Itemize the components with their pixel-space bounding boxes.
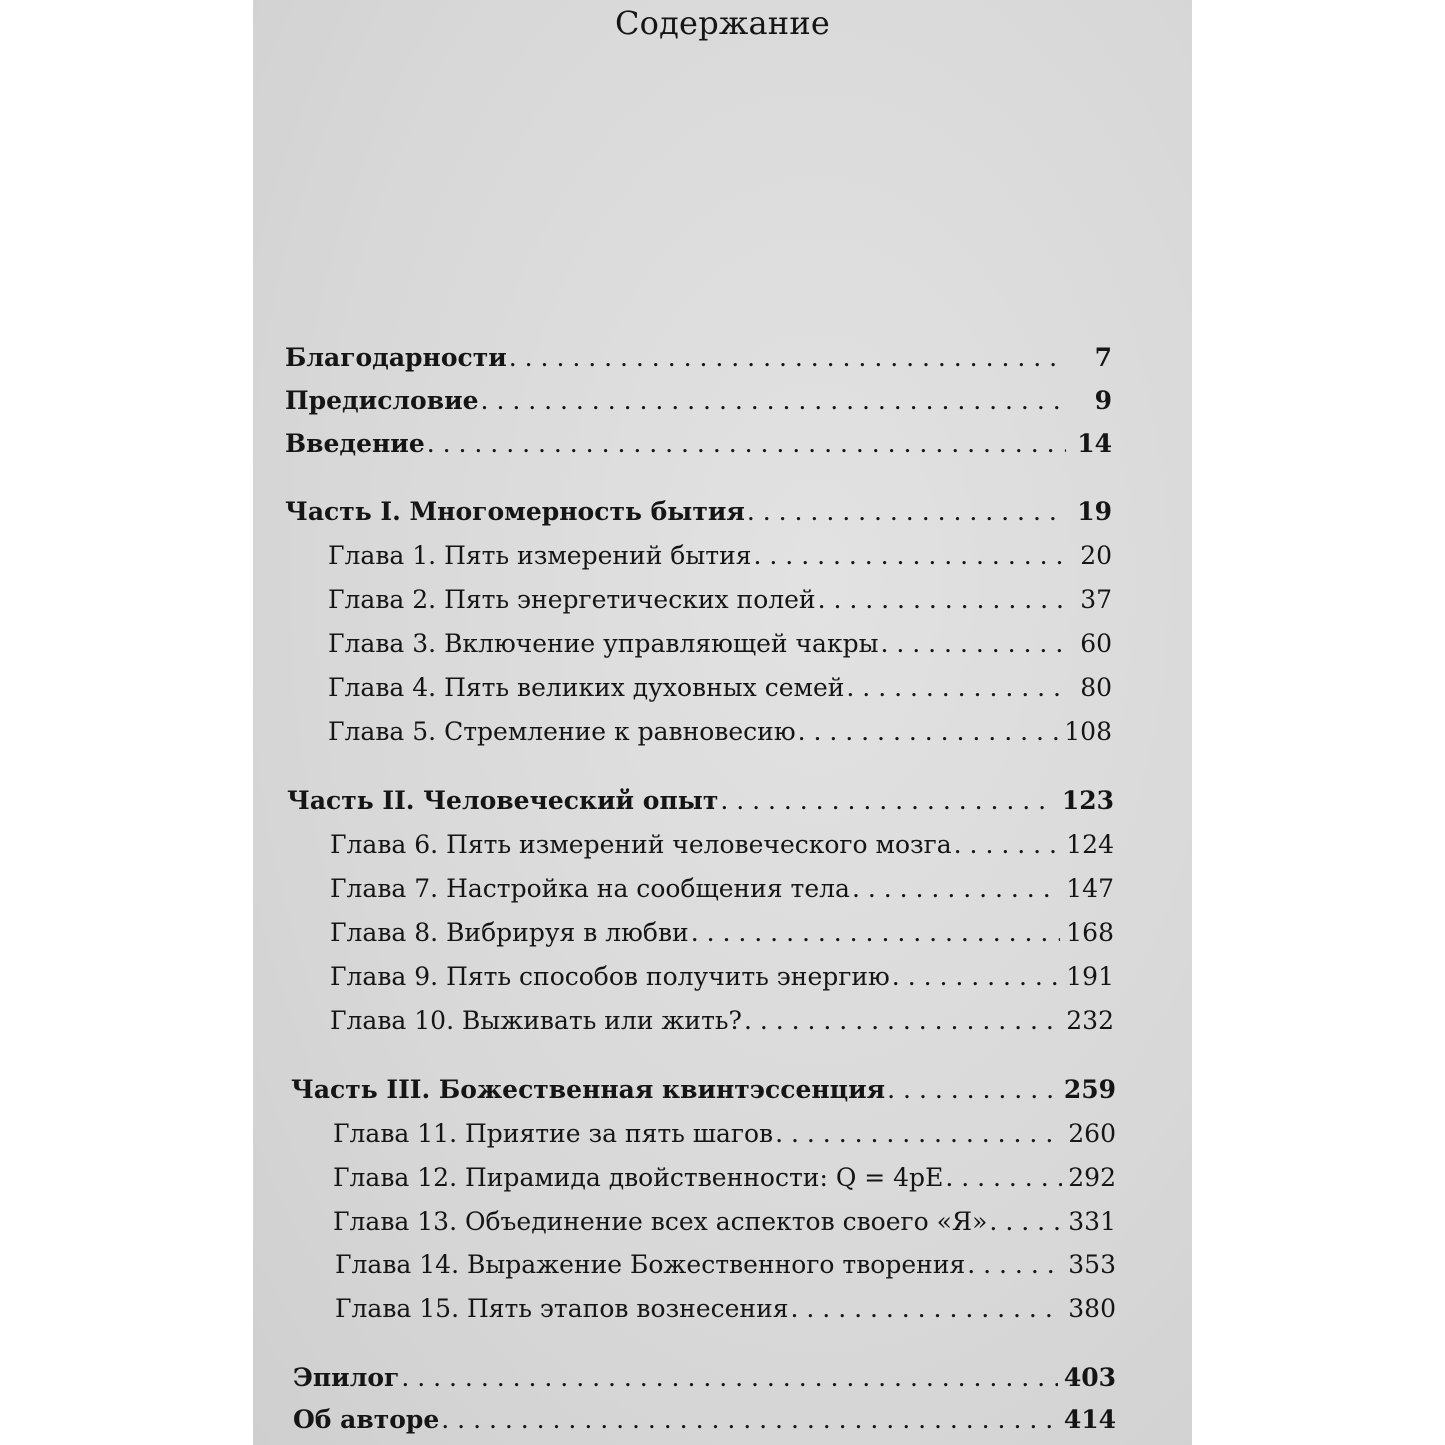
- toc-entry: [293, 1358, 1116, 1398]
- toc-entry-label: Часть I. Многомерность бытия: [285, 497, 745, 526]
- toc-entry-label: Глава 4. Пять великих духовных семей: [328, 673, 845, 702]
- toc-entry: [285, 424, 1112, 464]
- leader-dots: [818, 580, 1066, 620]
- toc-entry-page: 124: [1066, 830, 1114, 859]
- toc-entry: [333, 1202, 1116, 1242]
- toc-entry-label: Часть III. Божественная квинтэссенция: [291, 1075, 886, 1104]
- toc-entry-page: 80: [1080, 673, 1112, 702]
- toc-entry: [328, 624, 1112, 664]
- toc-entry: [328, 668, 1112, 708]
- toc-entry-label: Благодарности: [285, 343, 507, 372]
- toc-entry: [333, 1114, 1116, 1154]
- toc-entry-label: Глава 13. Объединение всех аспектов своего «Я»: [333, 1207, 988, 1236]
- toc-entry-page: 9: [1094, 386, 1112, 415]
- leader-dots: [954, 825, 1061, 865]
- toc-entry-page: 414: [1063, 1405, 1116, 1434]
- toc-entry-label: Глава 5. Стремление к равновесию: [328, 717, 796, 746]
- leader-dots: [798, 712, 1059, 752]
- toc-entry: [330, 869, 1114, 909]
- toc-entry-label: Введение: [285, 429, 425, 458]
- toc-entry-page: 292: [1068, 1163, 1116, 1192]
- toc-entry: [291, 1070, 1116, 1110]
- toc-entry: [328, 580, 1112, 620]
- toc-entry-label: Глава 6. Пять измерений человеческого мозга: [330, 830, 952, 859]
- toc-entry-label: Глава 12. Пирамида двойственности: Q = 4pE: [333, 1163, 944, 1192]
- leader-dots: [441, 1400, 1058, 1440]
- leader-dots: [791, 1289, 1063, 1329]
- toc-entry-label: Глава 7. Настройка на сообщения тела: [330, 874, 850, 903]
- toc-entry-page: 60: [1080, 629, 1112, 658]
- toc-entry-page: 14: [1077, 429, 1112, 458]
- toc-entry: [330, 913, 1114, 953]
- leader-dots: [720, 781, 1056, 821]
- toc-entry-label: Глава 2. Пять энергетических полей: [328, 585, 816, 614]
- toc-entry-page: 403: [1063, 1363, 1116, 1392]
- toc-entry: [330, 1001, 1114, 1041]
- toc-entry-page: 259: [1063, 1075, 1116, 1104]
- toc-entry-page: 20: [1080, 541, 1112, 570]
- leader-dots: [945, 1158, 1062, 1198]
- toc-entry-page: 191: [1066, 962, 1114, 991]
- toc-entry: [328, 712, 1112, 752]
- leader-dots: [967, 1245, 1062, 1285]
- toc-entry-page: 380: [1068, 1294, 1116, 1323]
- toc-entry: [333, 1158, 1116, 1198]
- toc-entry: [285, 492, 1112, 532]
- toc-entry: [330, 957, 1114, 997]
- toc-entry-label: Глава 15. Пять этапов вознесения: [335, 1294, 789, 1323]
- toc-entry-label: Об авторе: [293, 1405, 440, 1434]
- leader-dots: [989, 1202, 1062, 1242]
- leader-dots: [887, 1070, 1058, 1110]
- toc-entry-label: Глава 8. Вибрируя в любви: [330, 918, 689, 947]
- toc-entry: [330, 825, 1114, 865]
- toc-entry-label: Глава 14. Выражение Божественного творения: [335, 1250, 966, 1279]
- toc-entry-page: 19: [1077, 497, 1112, 526]
- toc-entry-page: 168: [1066, 918, 1114, 947]
- toc-entry: [293, 1400, 1116, 1440]
- leader-dots: [509, 338, 1066, 378]
- leader-dots: [747, 492, 1066, 532]
- toc-entry-page: 123: [1061, 786, 1114, 815]
- leader-dots: [401, 1358, 1057, 1398]
- toc-entry: [287, 781, 1114, 821]
- leader-dots: [481, 381, 1066, 421]
- toc-entry-page: 108: [1064, 717, 1112, 746]
- book-page: [253, 0, 1192, 1445]
- toc-entry-label: Эпилог: [293, 1363, 400, 1392]
- toc-entry-page: 37: [1080, 585, 1112, 614]
- toc-entry: [285, 338, 1112, 378]
- leader-dots: [691, 913, 1061, 953]
- toc-entry-page: 331: [1068, 1207, 1116, 1236]
- toc-entry: [335, 1289, 1116, 1329]
- leader-dots: [427, 424, 1066, 464]
- toc-entry-label: Глава 9. Пять способов получить энергию: [330, 962, 890, 991]
- toc-entry: [328, 536, 1112, 576]
- toc-entry-page: 147: [1066, 874, 1114, 903]
- toc-entry-page: 7: [1094, 343, 1112, 372]
- toc-entry-label: Глава 3. Включение управляющей чакры: [328, 629, 879, 658]
- toc-entry-label: Предисловие: [285, 386, 479, 415]
- leader-dots: [892, 957, 1060, 997]
- toc-entry-page: 232: [1066, 1006, 1114, 1035]
- toc-entry-page: 260: [1068, 1119, 1116, 1148]
- toc-entry-label: Глава 11. Приятие за пять шагов: [333, 1119, 774, 1148]
- leader-dots: [880, 624, 1066, 664]
- leader-dots: [754, 536, 1066, 576]
- toc-entry: [285, 381, 1112, 421]
- toc-entry-page: 353: [1068, 1250, 1116, 1279]
- toc-entry: [335, 1245, 1116, 1285]
- page-title: Содержание: [615, 4, 830, 42]
- leader-dots: [775, 1114, 1062, 1154]
- leader-dots: [744, 1001, 1060, 1041]
- toc-entry-label: Глава 10. Выживать или жить?: [330, 1006, 742, 1035]
- leader-dots: [852, 869, 1060, 909]
- toc-entry-label: Глава 1. Пять измерений бытия: [328, 541, 752, 570]
- toc-entry-label: Часть II. Человеческий опыт: [287, 786, 719, 815]
- leader-dots: [846, 668, 1066, 708]
